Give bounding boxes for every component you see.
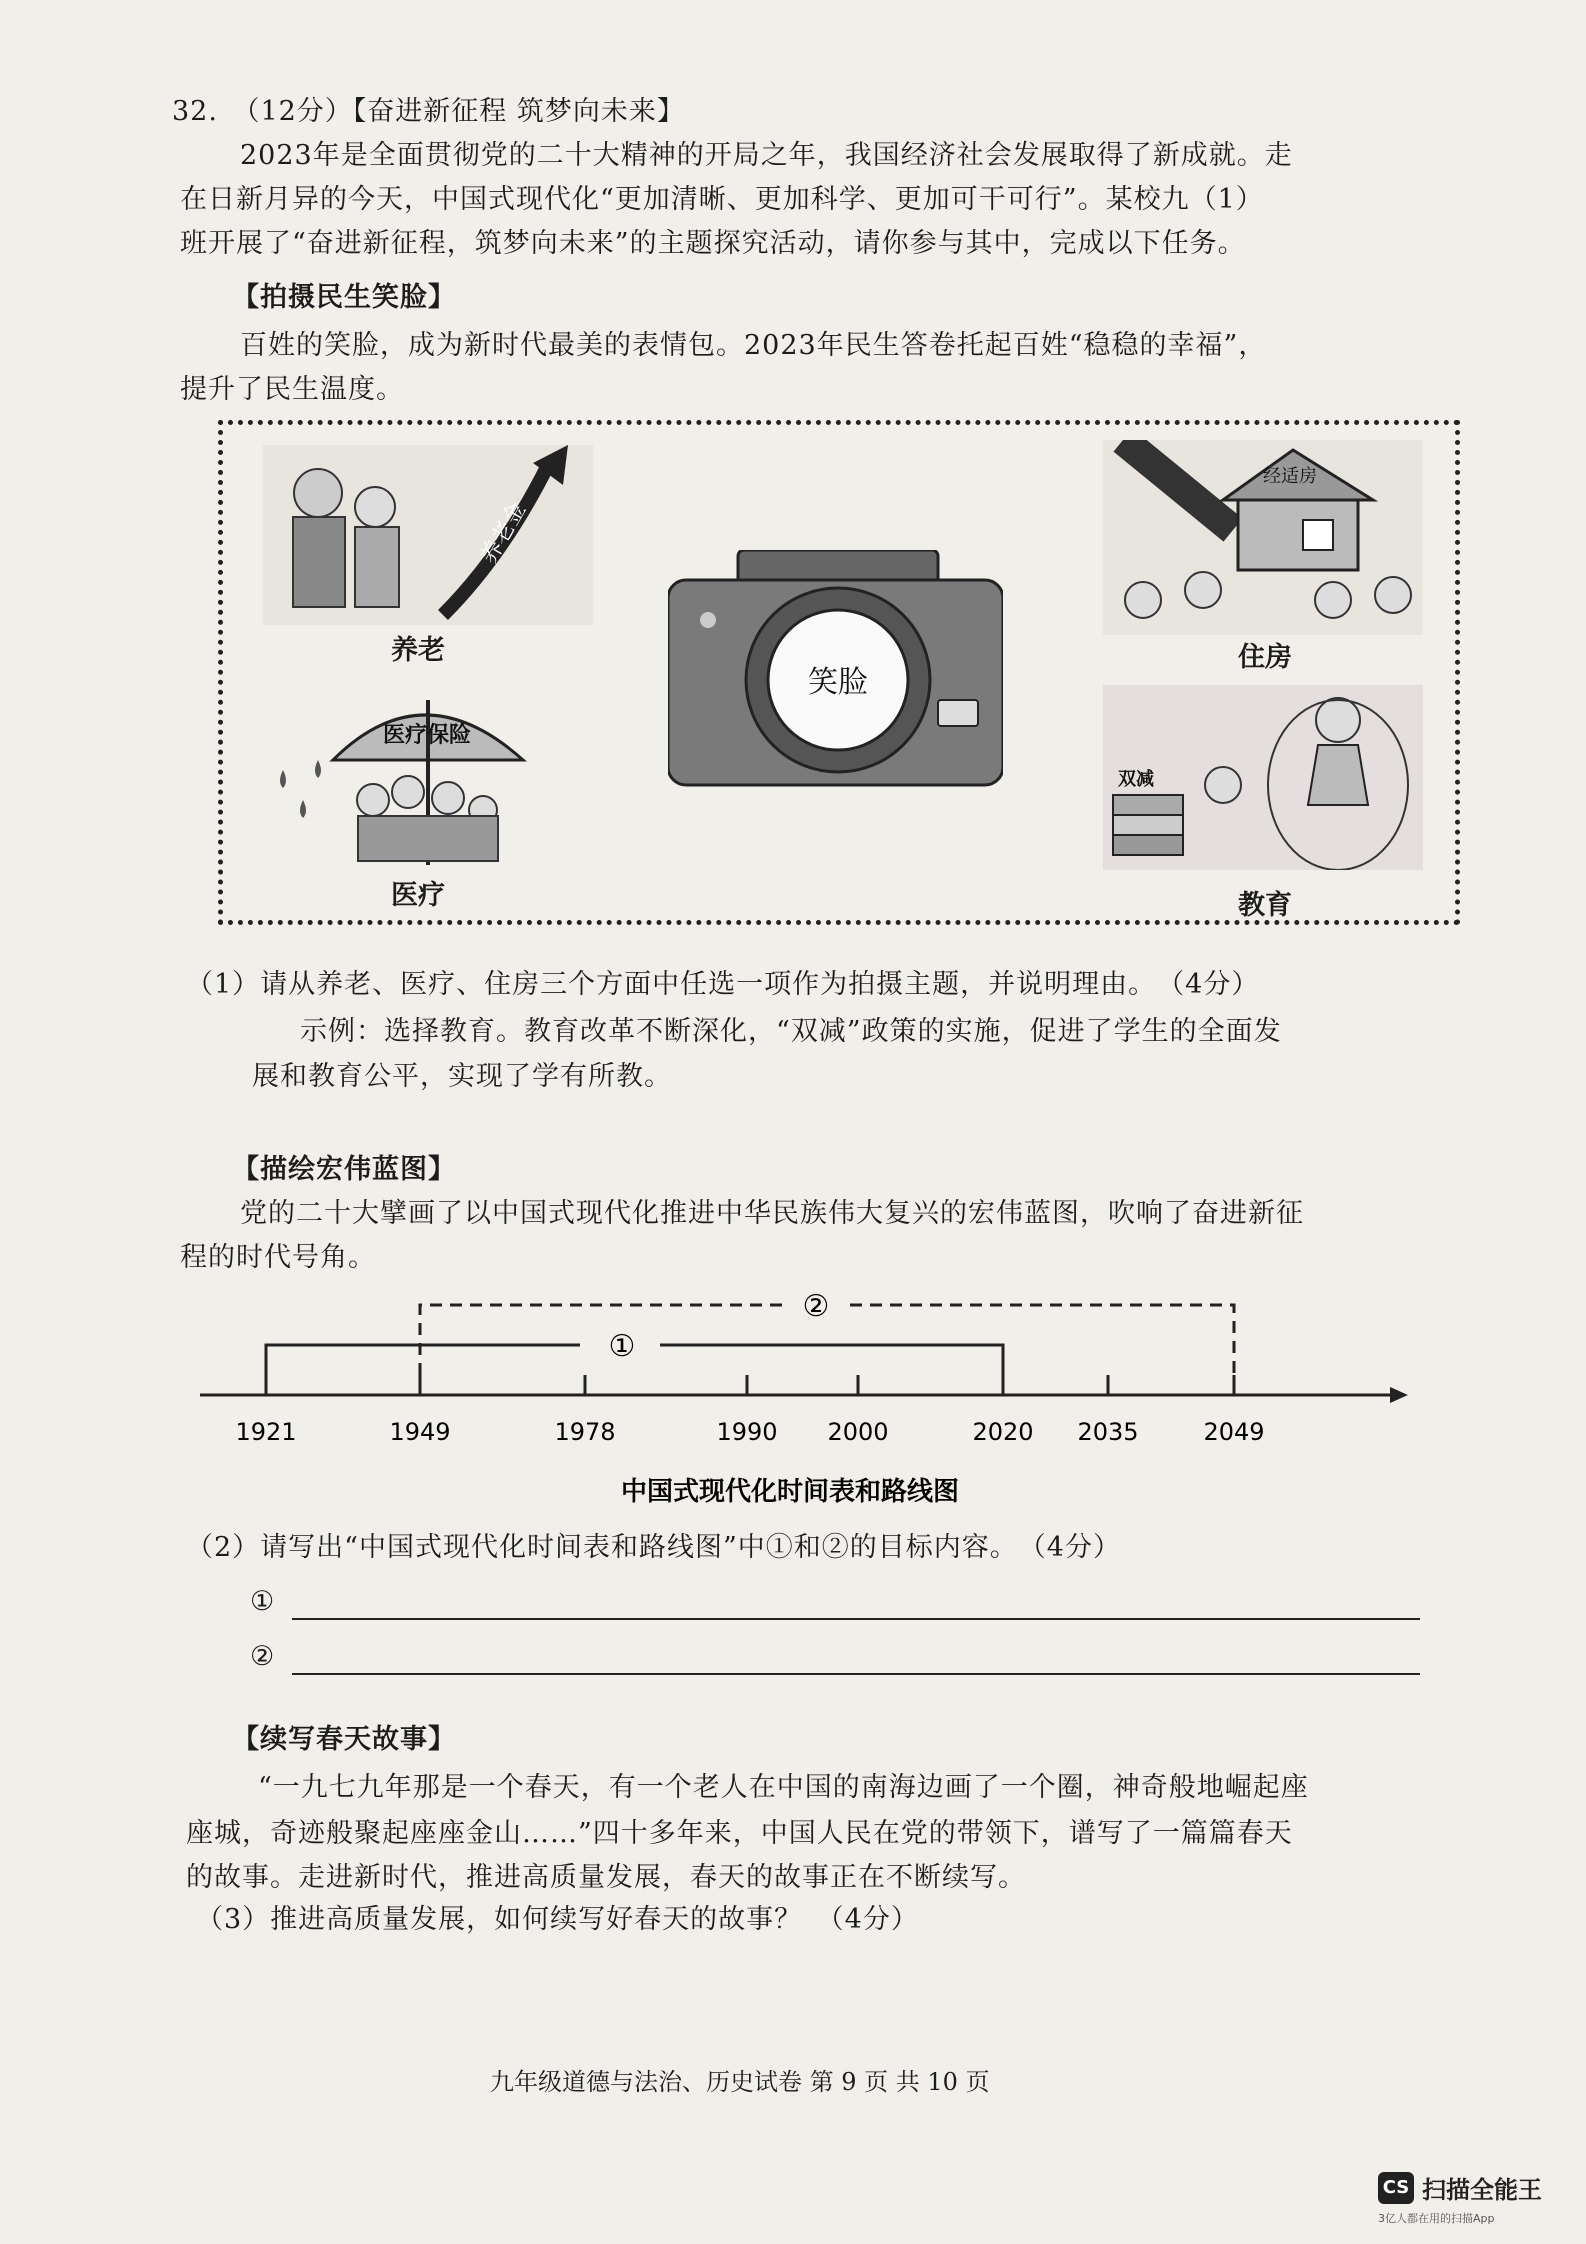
- marker-2: ②: [802, 1289, 830, 1324]
- scanner-subtitle: 3亿人都在用的扫描App: [1378, 2212, 1495, 2225]
- timeline-years: [235, 1418, 1264, 1446]
- question-header: 32. （12分）【奋进新征程 筑梦向未来】: [172, 96, 685, 127]
- intro-line-3: 班开展了“奋进新征程，筑梦向未来”的主题探究活动，请你参与其中，完成以下任务。: [180, 228, 1246, 259]
- intro-line-2: 在日新月异的今天，中国式现代化“更加清晰、更加科学、更加可干可行”。某校九（1）: [180, 184, 1264, 215]
- blank-2-label: ②: [250, 1641, 276, 1672]
- housing-illustration: [1103, 440, 1423, 635]
- house-text: 经适房: [1263, 466, 1317, 487]
- pension-arrow-text: 养老金: [476, 498, 532, 568]
- label-elderly: 养老: [391, 635, 445, 666]
- timeline-year-label: 2000: [827, 1418, 889, 1446]
- timeline-year-label: 2035: [1077, 1418, 1139, 1446]
- marker-1: ①: [608, 1329, 636, 1364]
- timeline-arrow-icon: [1390, 1387, 1408, 1403]
- answer-line-2[interactable]: [292, 1673, 1420, 1675]
- scanner-name: 扫描全能王: [1422, 2176, 1542, 2204]
- page-footer: 九年级道德与法治、历史试卷 第 9 页 共 10 页: [490, 2068, 990, 2096]
- section2-text-2: 程的时代号角。: [180, 1242, 376, 1273]
- answer-line-1[interactable]: [292, 1618, 1420, 1620]
- medical-illustration: [263, 680, 593, 875]
- camera-icon: [668, 550, 1003, 790]
- elderly-illustration: [263, 445, 593, 625]
- timeline-caption: 中国式现代化时间表和路线图: [620, 1477, 960, 1507]
- section3-title: 【续写春天故事】: [232, 1724, 456, 1755]
- timeline-year-label: 1949: [389, 1418, 451, 1446]
- scanner-watermark: [1378, 2170, 1542, 2205]
- label-housing: 住房: [1238, 642, 1292, 673]
- section3-text-3: 的故事。走进新时代，推进高质量发展，春天的故事正在不断续写。: [186, 1862, 1026, 1893]
- section2-title: 【描绘宏伟蓝图】: [232, 1154, 456, 1185]
- books-text: 双减: [1118, 769, 1154, 790]
- label-education: 教育: [1238, 890, 1292, 921]
- timeline-year-label: 1990: [716, 1418, 778, 1446]
- scanner-logo: CS: [1378, 2172, 1414, 2204]
- section1-text-1: 百姓的笑脸，成为新时代最美的表情包。2023年民生答卷托起百姓“稳稳的幸福”，: [240, 330, 1267, 361]
- timeline-year-label: 2049: [1203, 1418, 1265, 1446]
- section2-text-1: 党的二十大擘画了以中国式现代化推进中华民族伟大复兴的宏伟蓝图，吹响了奋进新征: [240, 1198, 1304, 1229]
- umbrella-text: 医疗保险: [383, 723, 472, 748]
- section3-text-1: “一九七九年那是一个春天，有一个老人在中国的南海边画了一个圈，神奇般地崛起座: [258, 1772, 1309, 1803]
- intro-line-1: 2023年是全面贯彻党的二十大精神的开局之年，我国经济社会发展取得了新成就。走: [240, 140, 1293, 171]
- camera-label: 笑脸: [808, 665, 868, 700]
- education-illustration: [1103, 685, 1423, 870]
- example-line-2: 展和教育公平，实现了学有所教。: [252, 1061, 672, 1092]
- section1-title: 【拍摄民生笑脸】: [232, 282, 456, 313]
- timeline-year-label: 2020: [972, 1418, 1034, 1446]
- example-line-1: 示例：选择教育。教育改革不断深化，“双减”政策的实施，促进了学生的全面发: [300, 1016, 1282, 1047]
- section1-text-2: 提升了民生温度。: [180, 374, 404, 405]
- livelihood-photo-panel: [218, 420, 1460, 925]
- label-medical: 医疗: [391, 880, 445, 911]
- blank-1-label: ①: [250, 1586, 276, 1617]
- timeline-ticks: [266, 1375, 1234, 1395]
- section3-text-2: 座城，奇迹般聚起座座金山……”四十多年来，中国人民在党的带领下，谱写了一篇篇春天: [186, 1818, 1293, 1849]
- question-2: （2）请写出“中国式现代化时间表和路线图”中①和②的目标内容。 （4分）: [186, 1532, 1121, 1563]
- timeline-year-label: 1921: [235, 1418, 297, 1446]
- question-1: （1）请从养老、医疗、住房三个方面中任选一项作为拍摄主题，并说明理由。 （4分）: [186, 969, 1260, 1000]
- timeline-year-label: 1978: [554, 1418, 616, 1446]
- modernization-timeline: [190, 1280, 1430, 1520]
- question-3: （3）推进高质量发展，如何续写好春天的故事？ （4分）: [196, 1904, 919, 1935]
